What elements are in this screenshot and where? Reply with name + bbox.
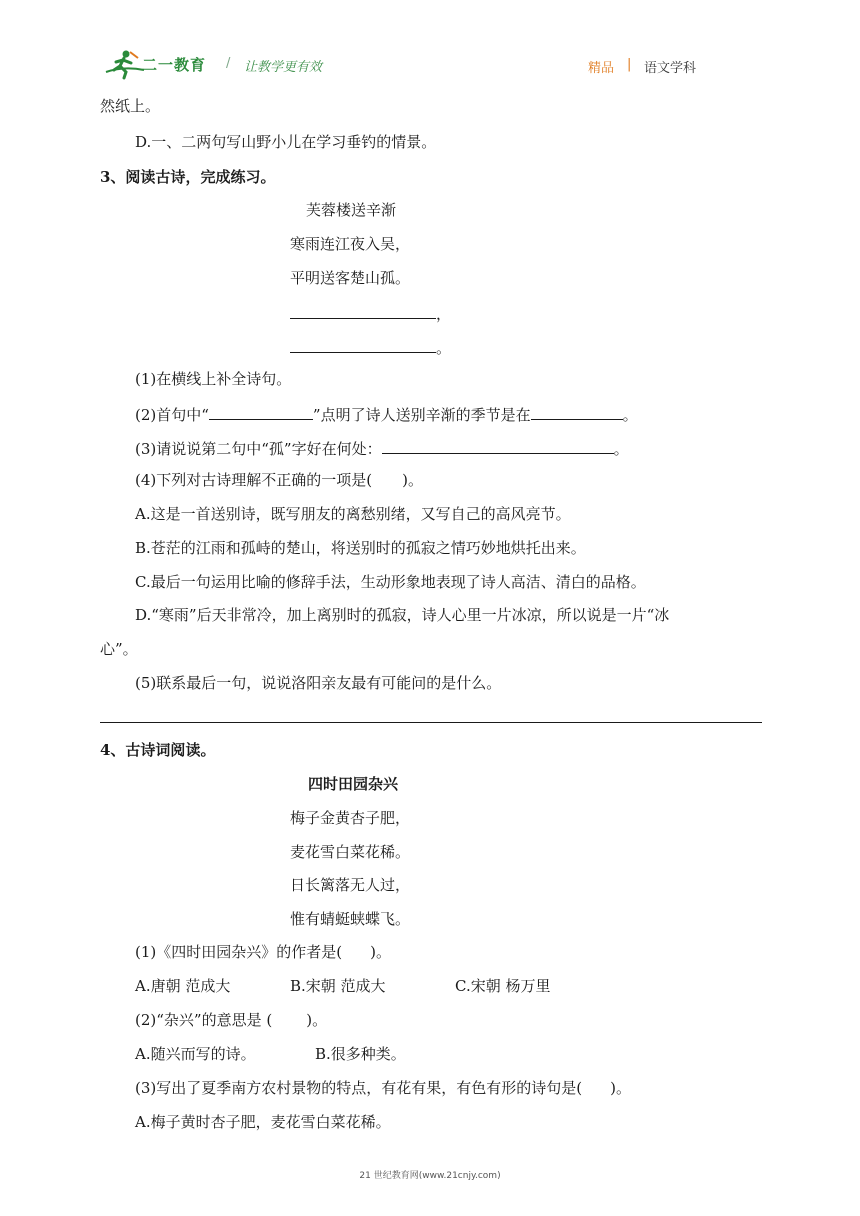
brand-slogan: 让教学更有效	[244, 60, 323, 75]
q3-option-a: A.这是一首送别诗，既写朋友的离愁别绪，又写自己的高风亮节。	[135, 505, 571, 523]
q4-poem-line-3: 日长篱落无人过，	[290, 876, 411, 894]
badge-quality: 精品	[588, 61, 615, 76]
q3-poem-title: 芙蓉楼送辛渐	[306, 201, 397, 219]
q4-sub3-text-b: )。	[610, 1079, 631, 1097]
q3-sub4-text-b: )。	[402, 471, 423, 489]
q3-poem-line-1: 寒雨连江夜入吴，	[290, 235, 411, 253]
q4-sub1-option-c: C.宋朝 杨万里	[455, 977, 551, 995]
page-footer: 21 世纪教育网(www.21cnjy.com)	[359, 1171, 501, 1181]
q4-sub2-option-b: B.很多种类。	[315, 1045, 406, 1063]
q3-sub1: (1)在横线上补全诗句。	[135, 370, 292, 388]
header-slash: /	[226, 56, 231, 71]
q3-sub2	[135, 403, 638, 425]
answer-blank[interactable]	[209, 403, 313, 420]
q3-sub3-text-a: (3)请说说第二句中“孤”字好在何处：	[135, 440, 382, 458]
q4-heading: 4、古诗词阅读。	[100, 741, 216, 759]
q3-sub2-text-b: ”点明了诗人送别辛渐的季节是在	[312, 406, 531, 424]
q3-poem-blank-line-4	[290, 336, 451, 358]
q4-poem-line-4: 惟有蜻蜓蛱蝶飞。	[290, 910, 411, 928]
q3-option-d-line-1: D.“寒雨”后天非常冷，加上离别时的孤寂，诗人心里一片冰凉，所以说是一片“冰	[135, 606, 670, 624]
q3-sub4-text-a: (4)下列对古诗理解不正确的一项是(	[135, 471, 373, 489]
q4-sub2-text-a: (2)“杂兴”的意思是 (	[135, 1011, 273, 1029]
blank-punct: ，	[436, 305, 452, 323]
q4-poem-title: 四时田园杂兴	[308, 775, 399, 793]
blank-punct: 。	[436, 339, 452, 357]
q3-sub3	[135, 437, 629, 459]
brand-name: 二一教育	[142, 56, 207, 74]
answer-blank[interactable]	[290, 336, 436, 353]
q2-continued-line: 然纸上。	[100, 97, 161, 115]
q4-sub3-text-a: (3)写出了夏季南方农村景物的特点，有花有果，有色有形的诗句是(	[135, 1079, 583, 1097]
q2-option-d: D.一、二两句写山野小儿在学习垂钓的情景。	[135, 133, 437, 151]
q3-option-b: B.苍茫的江雨和孤峙的楚山，将送别时的孤寂之情巧妙地烘托出来。	[135, 539, 586, 557]
q3-heading: 3、阅读古诗，完成练习。	[100, 168, 276, 186]
q3-sub2-text-c: 。	[622, 406, 638, 424]
q3-sub2-text-a: (2)首句中“	[135, 406, 209, 424]
badge-separator: |	[627, 57, 632, 72]
answer-blank[interactable]	[531, 403, 623, 420]
answer-blank[interactable]	[382, 437, 614, 454]
q4-sub1-text-a: (1)《四时田园杂兴》的作者是(	[135, 943, 343, 961]
q4-sub1-option-a: A.唐朝 范成大	[135, 977, 231, 995]
q3-poem-line-2: 平明送客楚山孤。	[290, 269, 411, 287]
q4-sub2-option-a: A.随兴而写的诗。	[135, 1045, 256, 1063]
q3-sub4	[135, 470, 423, 490]
q3-option-d-line-2: 心”。	[100, 640, 138, 658]
answer-blank[interactable]	[290, 302, 436, 319]
q4-poem-line-1: 梅子金黄杏子肥，	[290, 809, 411, 827]
q4-sub3	[135, 1078, 631, 1098]
q4-sub1-text-b: )。	[370, 943, 391, 961]
badge-subject: 语文学科	[644, 61, 697, 76]
section-divider	[100, 722, 762, 723]
q3-sub3-text-b: 。	[613, 440, 629, 458]
q4-sub2	[135, 1010, 327, 1030]
q3-option-c: C.最后一句运用比喻的修辞手法，生动形象地表现了诗人高洁、清白的品格。	[135, 573, 646, 591]
page-header	[0, 0, 860, 90]
q4-sub3-option-a: A.梅子黄时杏子肥，麦花雪白菜花稀。	[135, 1113, 391, 1131]
q3-sub5: (5)联系最后一句，说说洛阳亲友最有可能问的是什么。	[135, 674, 502, 692]
q4-sub1-option-b: B.宋朝 范成大	[290, 977, 386, 995]
q3-poem-blank-line-3	[290, 302, 451, 324]
q4-sub2-text-b: )。	[306, 1011, 328, 1029]
q4-sub1	[135, 942, 391, 962]
q4-poem-line-2: 麦花雪白菜花稀。	[290, 843, 411, 861]
